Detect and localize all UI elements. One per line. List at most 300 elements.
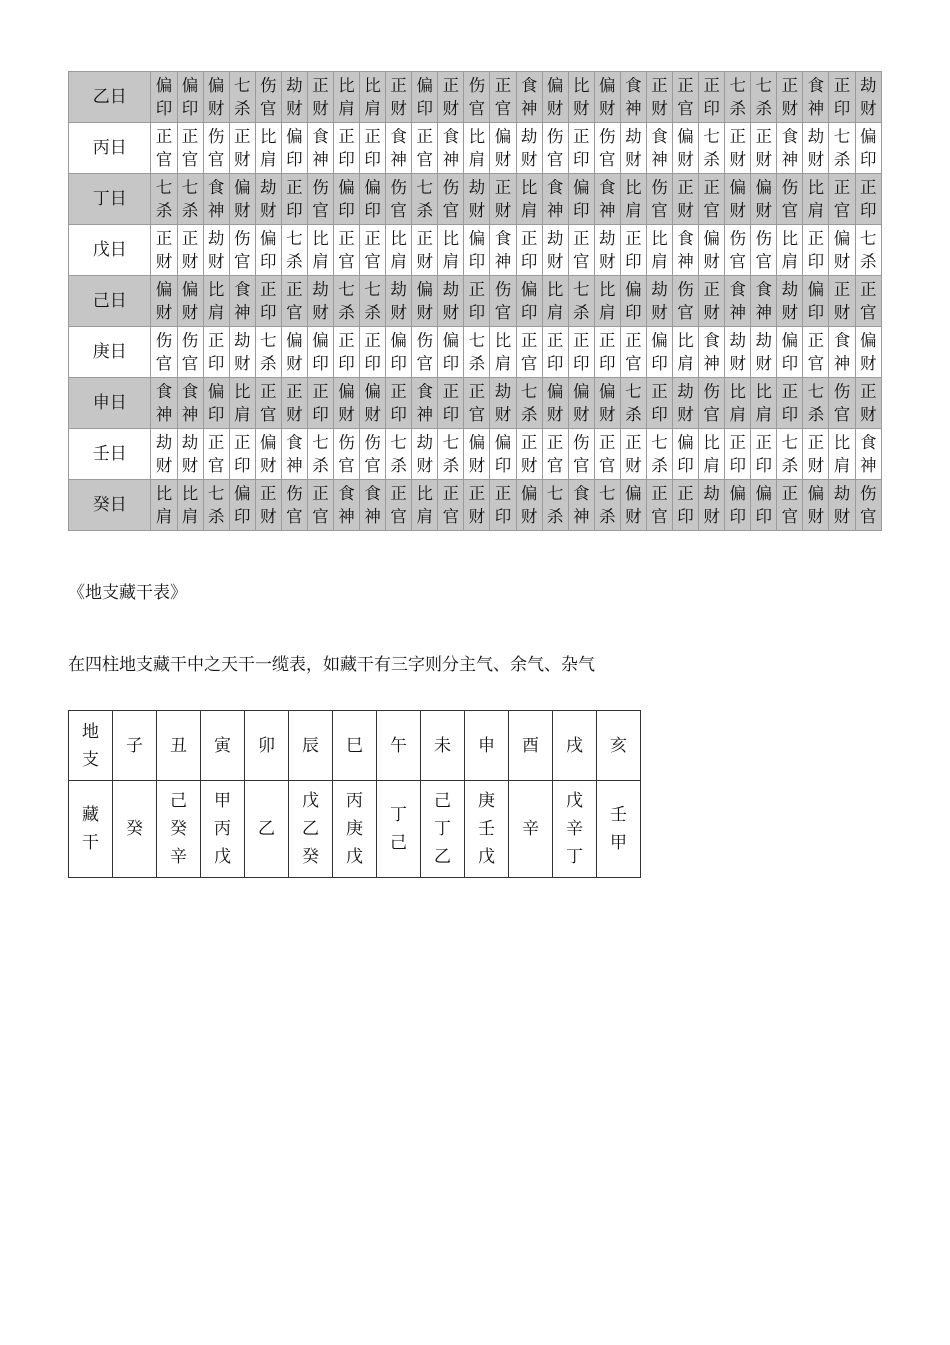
ten-god-cell [620, 276, 646, 327]
ten-god-char: 官 [338, 456, 355, 475]
ten-god-char: 杀 [572, 303, 590, 322]
ten-god-char: 财 [520, 150, 538, 169]
ten-god-char: 伤 [468, 76, 486, 95]
ten-god-char: 正 [181, 127, 199, 146]
ten-god-cell [333, 72, 359, 123]
ten-god-char: 正 [312, 76, 329, 95]
ten-god-char: 正 [625, 433, 642, 452]
ten-god-char: 官 [181, 354, 199, 373]
ten-god-char: 官 [181, 150, 199, 169]
ten-god-char: 偏 [207, 76, 225, 95]
ten-god-char: 官 [833, 201, 851, 220]
hidden-stem-cell [113, 781, 157, 878]
ten-god-cell [360, 429, 386, 480]
ten-god-cell [229, 72, 255, 123]
ten-god-char: 比 [781, 229, 799, 248]
ten-god-char: 七 [207, 484, 225, 503]
ten-god-cell [203, 480, 229, 531]
ten-god-char: 正 [390, 382, 407, 401]
ten-god-char: 官 [599, 150, 616, 169]
ten-god-char: 官 [572, 456, 590, 475]
ten-god-char: 比 [390, 229, 407, 248]
ten-god-cell [803, 276, 829, 327]
ten-god-char: 正 [729, 127, 746, 146]
ten-god-cell [803, 123, 829, 174]
ten-god-char: 印 [677, 507, 694, 526]
ten-god-char: 肩 [468, 150, 486, 169]
ten-god-char: 七 [338, 280, 355, 299]
day-stem-label: 丙日 [69, 123, 151, 174]
ten-god-char: 正 [651, 484, 668, 503]
ten-god-char: 神 [494, 252, 512, 271]
ten-god-char: 杀 [207, 507, 225, 526]
ten-god-char: 偏 [312, 331, 329, 350]
ten-god-char: 食 [755, 280, 773, 299]
ten-god-char: 官 [390, 201, 407, 220]
ten-god-char: 印 [233, 507, 251, 526]
ten-god-char: 官 [260, 99, 277, 118]
ten-god-cell [699, 429, 725, 480]
ten-god-cell [412, 72, 438, 123]
ten-god-char: 神 [312, 150, 329, 169]
ten-god-char: 杀 [546, 507, 564, 526]
ten-god-cell [307, 72, 333, 123]
branch-header-row [69, 711, 641, 781]
ten-god-char: 官 [468, 405, 486, 424]
ten-god-char: 财 [755, 354, 773, 373]
ten-god-cell [699, 480, 725, 531]
ten-god-cell [516, 429, 542, 480]
ten-god-char: 偏 [755, 484, 773, 503]
hidden-stem-cell-char: 戊 [478, 847, 495, 867]
ten-god-char: 伤 [181, 331, 199, 350]
ten-god-char: 食 [494, 229, 512, 248]
ten-god-char: 杀 [703, 150, 720, 169]
ten-god-char: 杀 [599, 507, 616, 526]
ten-god-char: 印 [807, 303, 825, 322]
ten-god-char: 偏 [807, 280, 825, 299]
ten-god-char: 官 [207, 150, 225, 169]
day-stem-row [69, 123, 882, 174]
ten-god-char: 偏 [729, 484, 746, 503]
ten-god-char: 肩 [494, 354, 512, 373]
ten-god-cell [307, 480, 333, 531]
ten-god-cell [203, 174, 229, 225]
ten-god-cell [255, 327, 281, 378]
ten-god-cell [725, 276, 751, 327]
ten-god-char: 财 [494, 405, 512, 424]
ten-god-char: 正 [677, 76, 694, 95]
ten-god-char: 正 [703, 76, 720, 95]
ten-god-char: 正 [729, 433, 746, 452]
hidden-stem-cell-char: 戊 [214, 847, 231, 867]
ten-god-char: 官 [468, 99, 486, 118]
hidden-stem-cell-char: 乙 [302, 819, 319, 839]
ten-god-cell [281, 123, 307, 174]
ten-god-cell [307, 276, 333, 327]
ten-god-cell [620, 327, 646, 378]
hidden-stem-cell [509, 781, 553, 878]
ten-god-char: 财 [599, 99, 616, 118]
ten-god-char: 正 [703, 280, 720, 299]
ten-god-char: 伤 [286, 484, 303, 503]
hidden-stem-cell-char: 辛 [566, 819, 583, 839]
day-stem-label: 丁日 [69, 174, 151, 225]
ten-god-cell [751, 480, 777, 531]
hidden-stem-cell [377, 781, 421, 878]
ten-god-char: 印 [520, 252, 538, 271]
ten-god-cell [255, 123, 281, 174]
ten-god-char: 伤 [833, 382, 851, 401]
ten-god-char: 正 [442, 382, 460, 401]
ten-god-char: 偏 [364, 382, 381, 401]
value-label-cell-char: 藏 [82, 805, 99, 825]
ten-god-cell [412, 327, 438, 378]
ten-god-cell [307, 174, 333, 225]
ten-god-char: 财 [807, 456, 825, 475]
ten-god-cell [229, 123, 255, 174]
ten-god-cell [412, 276, 438, 327]
ten-god-char: 比 [520, 178, 538, 197]
ten-god-char: 正 [781, 484, 799, 503]
ten-god-cell [673, 276, 699, 327]
ten-god-char: 食 [651, 127, 668, 146]
day-stem-row [69, 225, 882, 276]
ten-god-char: 比 [155, 484, 173, 503]
hidden-stem-cell [333, 781, 377, 878]
ten-god-char: 印 [312, 354, 329, 373]
ten-god-char: 劫 [312, 280, 329, 299]
ten-god-cell [333, 480, 359, 531]
ten-god-char: 印 [729, 456, 746, 475]
ten-god-char: 财 [703, 303, 720, 322]
ten-god-cell [516, 276, 542, 327]
ten-god-char: 伤 [155, 331, 173, 350]
ten-god-char: 食 [807, 76, 825, 95]
hidden-stem-cell [201, 781, 245, 878]
branch-cell: 子 [113, 711, 157, 781]
ten-god-char: 伤 [703, 382, 720, 401]
ten-god-char: 肩 [260, 150, 277, 169]
ten-god-cell [386, 72, 412, 123]
ten-god-char: 七 [390, 433, 407, 452]
ten-god-char: 官 [599, 456, 616, 475]
ten-god-char: 神 [677, 252, 694, 271]
ten-god-char: 杀 [807, 405, 825, 424]
ten-god-char: 比 [260, 127, 277, 146]
hidden-stem-cell [245, 781, 289, 878]
ten-god-cell [829, 174, 855, 225]
ten-god-char: 比 [833, 433, 851, 452]
ten-god-char: 偏 [338, 178, 355, 197]
ten-god-cell [725, 174, 751, 225]
ten-god-cell [855, 429, 881, 480]
ten-god-char: 财 [703, 252, 720, 271]
ten-god-cell [333, 276, 359, 327]
ten-god-char: 印 [755, 507, 773, 526]
ten-god-char: 官 [286, 303, 303, 322]
ten-god-char: 七 [860, 229, 877, 248]
ten-god-cell [360, 276, 386, 327]
ten-god-char: 财 [155, 252, 173, 271]
ten-god-cell [855, 378, 881, 429]
day-stem-label: 乙日 [69, 72, 151, 123]
ten-god-cell [594, 327, 620, 378]
ten-god-char: 正 [520, 229, 538, 248]
ten-god-cell [177, 276, 203, 327]
ten-god-char: 劫 [416, 433, 433, 452]
ten-god-char: 官 [494, 303, 512, 322]
ten-god-char: 七 [755, 76, 773, 95]
ten-god-cell [464, 480, 490, 531]
ten-god-char: 七 [807, 382, 825, 401]
ten-god-char: 偏 [860, 127, 877, 146]
ten-god-char: 正 [338, 229, 355, 248]
ten-god-char: 七 [312, 433, 329, 452]
ten-god-char: 官 [312, 201, 329, 220]
ten-god-char: 财 [833, 507, 851, 526]
ten-god-char: 财 [546, 99, 564, 118]
ten-god-char: 劫 [494, 382, 512, 401]
hidden-stem-cell-char: 癸 [170, 819, 187, 839]
ten-god-cell [646, 327, 672, 378]
ten-god-char: 七 [520, 382, 538, 401]
ten-god-char: 比 [233, 382, 251, 401]
hidden-stem-cell-char: 癸 [126, 819, 143, 839]
ten-god-cell [725, 327, 751, 378]
hidden-stem-cell [553, 781, 597, 878]
hidden-stem-cell-char: 甲 [610, 833, 627, 853]
ten-god-char: 正 [494, 484, 512, 503]
ten-god-cell [516, 72, 542, 123]
ten-god-char: 神 [807, 99, 825, 118]
ten-god-char: 印 [703, 99, 720, 118]
ten-god-cell [333, 327, 359, 378]
hidden-stem-cell-char: 丙 [346, 791, 363, 811]
ten-god-char: 印 [520, 303, 538, 322]
ten-god-char: 印 [260, 252, 277, 271]
ten-god-char: 神 [833, 354, 851, 373]
ten-god-cell [751, 123, 777, 174]
ten-god-cell [699, 225, 725, 276]
ten-god-cell [438, 174, 464, 225]
ten-god-cell [803, 429, 829, 480]
ten-god-cell [464, 276, 490, 327]
ten-god-char: 正 [260, 484, 277, 503]
branch-cell: 寅 [201, 711, 245, 781]
ten-god-char: 财 [286, 354, 303, 373]
ten-god-char: 神 [233, 303, 251, 322]
ten-god-char: 印 [572, 201, 590, 220]
hidden-stem-cell-char: 丁 [390, 805, 407, 825]
value-label-cell [69, 781, 113, 878]
ten-god-cell [412, 123, 438, 174]
ten-god-char: 官 [703, 201, 720, 220]
ten-god-char: 财 [468, 201, 486, 220]
ten-god-char: 正 [390, 76, 407, 95]
ten-god-char: 财 [860, 405, 877, 424]
ten-god-char: 财 [729, 354, 746, 373]
ten-god-cell [333, 378, 359, 429]
ten-god-cell [594, 276, 620, 327]
ten-god-char: 财 [155, 456, 173, 475]
ten-god-char: 官 [729, 252, 746, 271]
ten-god-char: 伤 [260, 76, 277, 95]
ten-god-cell [386, 378, 412, 429]
ten-god-cell [829, 276, 855, 327]
hidden-stems-row [69, 781, 641, 878]
hidden-stem-cell-char: 辛 [170, 847, 187, 867]
ten-god-cell [777, 276, 803, 327]
ten-god-cell [829, 72, 855, 123]
ten-god-char: 财 [181, 456, 199, 475]
ten-god-char: 正 [807, 331, 825, 350]
ten-god-cell [751, 174, 777, 225]
ten-god-cell [490, 327, 516, 378]
ten-god-char: 杀 [520, 405, 538, 424]
ten-god-cell [568, 480, 594, 531]
ten-god-char: 印 [155, 99, 173, 118]
ten-god-cell [855, 72, 881, 123]
ten-god-cell [725, 72, 751, 123]
ten-god-char: 印 [442, 405, 460, 424]
ten-god-char: 正 [520, 331, 538, 350]
ten-god-cell [594, 123, 620, 174]
ten-god-cell [151, 72, 177, 123]
ten-god-char: 伤 [599, 127, 616, 146]
ten-god-cell [255, 276, 281, 327]
ten-god-char: 偏 [520, 484, 538, 503]
ten-god-cell [490, 72, 516, 123]
ten-god-char: 神 [651, 150, 668, 169]
hidden-stem-cell-char: 戊 [302, 791, 319, 811]
ten-god-char: 官 [520, 354, 538, 373]
ten-god-char: 偏 [755, 178, 773, 197]
hidden-stem-cell-char: 壬 [610, 805, 627, 825]
ten-god-char: 偏 [233, 484, 251, 503]
ten-god-char: 财 [468, 456, 486, 475]
ten-god-char: 神 [442, 150, 460, 169]
ten-god-char: 正 [781, 76, 799, 95]
ten-god-char: 偏 [494, 433, 512, 452]
ten-god-char: 偏 [416, 280, 433, 299]
ten-god-cell [255, 429, 281, 480]
ten-god-char: 劫 [755, 331, 773, 350]
ten-god-cell [490, 123, 516, 174]
ten-god-char: 官 [625, 354, 642, 373]
ten-god-cell [438, 378, 464, 429]
ten-god-cell [490, 225, 516, 276]
ten-god-char: 印 [572, 150, 590, 169]
ten-god-char: 七 [625, 382, 642, 401]
ten-god-char: 偏 [364, 178, 381, 197]
ten-god-char: 印 [468, 252, 486, 271]
ten-god-char: 印 [494, 456, 512, 475]
ten-god-char: 劫 [181, 433, 199, 452]
ten-god-char: 印 [494, 507, 512, 526]
ten-god-char: 印 [442, 354, 460, 373]
value-label-cell-char: 干 [82, 833, 99, 853]
ten-god-cell [177, 378, 203, 429]
ten-god-char: 七 [416, 178, 433, 197]
ten-god-char: 劫 [599, 229, 616, 248]
ten-god-char: 财 [520, 456, 538, 475]
ten-god-cell [725, 225, 751, 276]
ten-god-char: 官 [442, 507, 460, 526]
ten-god-cell [803, 480, 829, 531]
ten-god-char: 比 [494, 331, 512, 350]
day-stem-row [69, 429, 882, 480]
ten-god-char: 偏 [155, 280, 173, 299]
branch-cell: 巳 [333, 711, 377, 781]
ten-god-cell [438, 123, 464, 174]
ten-god-char: 印 [468, 303, 486, 322]
ten-god-char: 伤 [755, 229, 773, 248]
ten-god-char: 劫 [442, 280, 460, 299]
hidden-stem-cell-char: 乙 [258, 819, 275, 839]
ten-god-char: 正 [468, 382, 486, 401]
branch-cell: 申 [465, 711, 509, 781]
ten-god-char: 劫 [207, 229, 225, 248]
ten-god-char: 神 [625, 99, 642, 118]
ten-god-char: 神 [703, 354, 720, 373]
ten-god-char: 七 [599, 484, 616, 503]
hidden-stem-cell-char: 己 [434, 791, 451, 811]
hidden-stem-cell-char: 辛 [522, 819, 539, 839]
ten-god-char: 正 [546, 331, 564, 350]
ten-god-char: 印 [233, 456, 251, 475]
ten-god-char: 伤 [572, 433, 590, 452]
ten-god-char: 肩 [312, 252, 329, 271]
ten-god-cell [151, 429, 177, 480]
ten-god-char: 杀 [155, 201, 173, 220]
ten-god-cell [646, 225, 672, 276]
ten-god-cell [829, 480, 855, 531]
ten-god-char: 印 [312, 405, 329, 424]
ten-god-cell [307, 429, 333, 480]
hidden-stem-cell-char: 己 [170, 791, 187, 811]
ten-god-char: 正 [442, 484, 460, 503]
ten-god-char: 杀 [181, 201, 199, 220]
ten-god-char: 财 [625, 150, 642, 169]
ten-god-char: 神 [520, 99, 538, 118]
ten-god-cell [829, 429, 855, 480]
ten-god-char: 食 [207, 178, 225, 197]
ten-god-char: 印 [364, 150, 381, 169]
ten-god-cell [281, 378, 307, 429]
ten-god-char: 偏 [207, 382, 225, 401]
ten-god-cell [412, 174, 438, 225]
ten-god-char: 伤 [677, 280, 694, 299]
ten-god-char: 印 [651, 354, 668, 373]
ten-god-char: 印 [338, 201, 355, 220]
ten-god-char: 劫 [703, 484, 720, 503]
ten-god-cell [855, 123, 881, 174]
ten-god-char: 偏 [703, 229, 720, 248]
ten-god-char: 偏 [468, 229, 486, 248]
ten-god-cell [542, 276, 568, 327]
ten-god-char: 印 [755, 456, 773, 475]
ten-god-char: 食 [155, 382, 173, 401]
ten-god-char: 偏 [599, 382, 616, 401]
ten-god-char: 比 [651, 229, 668, 248]
ten-god-char: 伤 [416, 331, 433, 350]
ten-god-cell [725, 480, 751, 531]
ten-god-char: 偏 [807, 484, 825, 503]
ten-god-char: 正 [260, 280, 277, 299]
ten-god-char: 正 [833, 280, 851, 299]
ten-god-char: 杀 [338, 303, 355, 322]
